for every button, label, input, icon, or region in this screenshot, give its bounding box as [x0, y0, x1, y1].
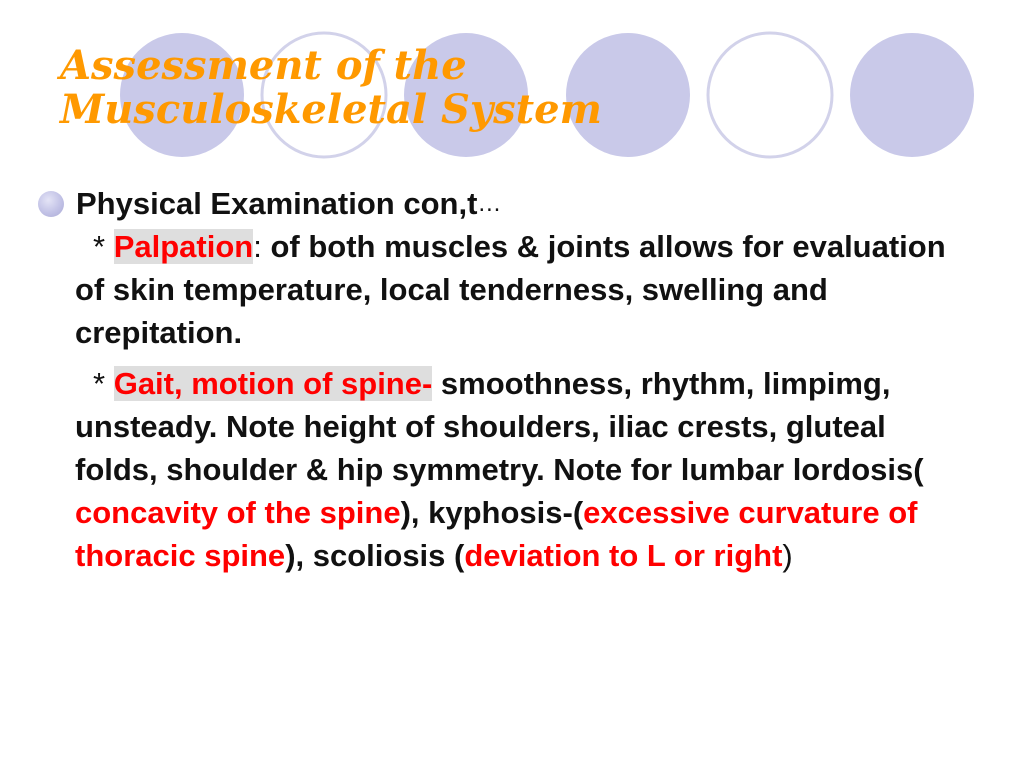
gait-red-concavity: concavity of the spine [75, 495, 401, 530]
gait-term: Gait, motion of spine- [113, 366, 433, 401]
gait-red-curvature: excessive curvature of thoracic spine [75, 495, 918, 573]
bullet-heading-ellipsis: … [477, 190, 502, 217]
deco-circle-5 [708, 33, 832, 157]
palpation-colon: : [253, 229, 262, 264]
bullet-heading-text: Physical Examination con,t [76, 186, 478, 221]
gait-paragraph [75, 362, 955, 577]
gait-text-3: ), scoliosis ( [285, 538, 465, 573]
palpation-paragraph [75, 225, 955, 354]
slide-body [38, 182, 978, 577]
title-line-1: Assessment of the [60, 42, 467, 89]
gait-text-1: smoothness, rhythm, limpimg, unsteady. Note height of shoulders, iliac crests, gluteal folds, shoulder & hip symmetry. Note for lumbar lordosis( [75, 366, 924, 487]
bullet-circle-icon [38, 191, 64, 217]
palpation-text: of both muscles & joints allows for evaluation of skin temperature, local tenderness, swelling and crepitation. [75, 229, 946, 350]
palpation-term: Palpation [113, 229, 254, 264]
gait-text-4: ) [782, 538, 793, 573]
gait-red-deviation: deviation to L or right [464, 538, 783, 573]
palpation-star: * [93, 229, 106, 264]
slide-title [60, 44, 602, 132]
bullet-heading [38, 182, 978, 225]
title-line-2: Musculoskeletal System [60, 86, 602, 133]
deco-circle-6 [850, 33, 974, 157]
gait-text-2: ), kyphosis-( [400, 495, 584, 530]
gait-star: * [93, 366, 106, 401]
